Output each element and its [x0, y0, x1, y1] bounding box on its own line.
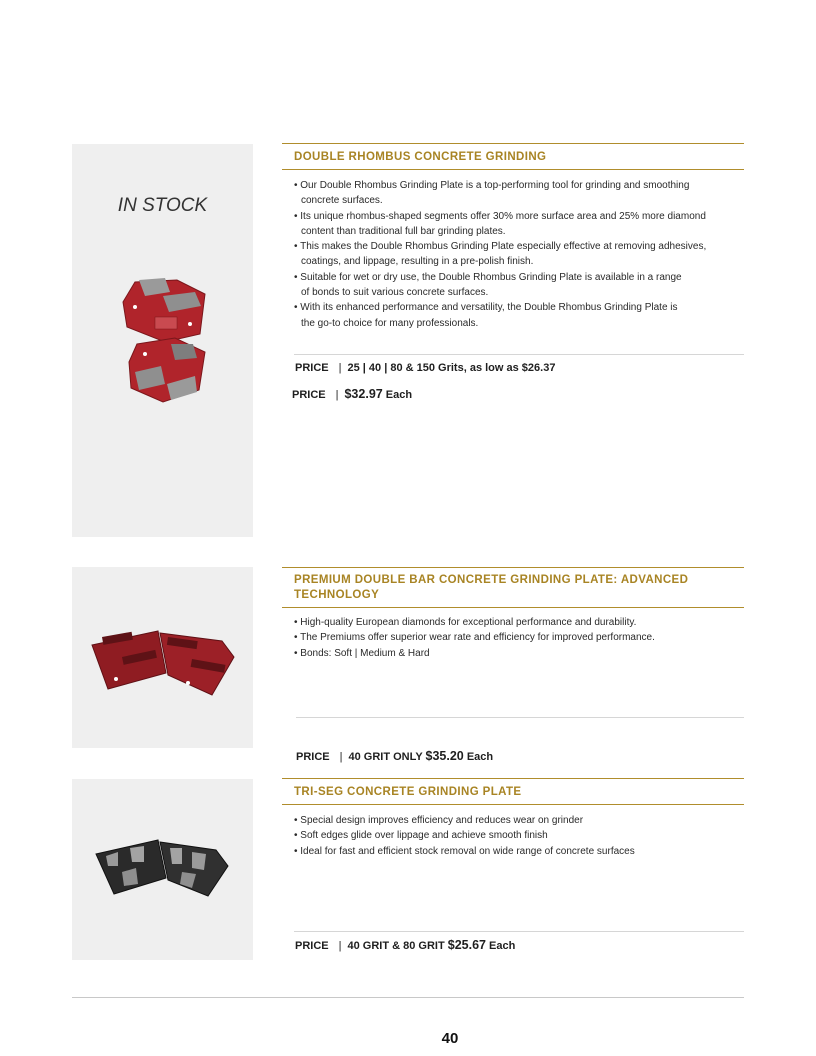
price-separator: | — [335, 389, 339, 401]
price-separator: | — [338, 940, 342, 952]
price-unit: Each — [489, 940, 516, 952]
footer-rule — [72, 997, 744, 998]
page-number: 40 — [441, 1030, 459, 1047]
product-1-price-line-1 — [295, 362, 555, 374]
product-3-description — [294, 813, 749, 859]
product-1-bullet: • Its unique rhombus-shaped segments offer 30% more surface area and 25% more diamond — [294, 210, 706, 222]
product-3-bullet: • Special design improves efficiency and reduces wear on grinder — [294, 815, 584, 826]
product-3-price-rule — [294, 931, 744, 932]
price-grits: 25 | 40 | 80 & 150 Grits, as low as $26.37 — [347, 362, 556, 374]
product-1-bullet: • This makes the Double Rhombus Grinding Plate especially effective at removing adhesives, — [294, 241, 707, 253]
product-1-bullet-cont: concrete surfaces. — [301, 195, 383, 207]
product-3-bullet: • Soft edges glide over lippage and achieve smooth finish — [294, 830, 548, 842]
price-unit: Each — [385, 389, 413, 401]
price-grit: 40 GRIT ONLY — [348, 751, 423, 763]
product-1-description — [294, 178, 749, 331]
product-2-description — [294, 615, 749, 661]
product-3-price-line — [295, 938, 515, 952]
product-2-price-rule — [296, 717, 744, 718]
product-2-title-top-rule — [282, 567, 744, 568]
price-separator: | — [339, 751, 343, 763]
product-2-bullet: • The Premiums offer superior wear rate and efficiency for improved performance. — [294, 632, 655, 644]
product-1-bullet-cont: content than traditional full bar grinding plates. — [301, 225, 506, 237]
product-1-title-top-rule — [282, 143, 744, 144]
price-unit: Each — [466, 751, 494, 763]
product-1-price-rule — [294, 354, 744, 355]
product-1-bullet: • Our Double Rhombus Grinding Plate is a top-performing tool for grinding and smoothing — [294, 180, 690, 191]
tri-seg-plate-image — [92, 836, 232, 898]
product-1-bullet-cont: the go-to choice for many professionals. — [301, 317, 479, 329]
product-1-bullet-cont: of bonds to suit various concrete surfaces. — [301, 287, 489, 299]
product-2-bullet: • High-quality European diamonds for exceptional performance and durability. — [294, 617, 637, 628]
price-label: PRICE — [292, 389, 326, 401]
in-stock-label: IN STOCK — [117, 195, 208, 216]
product-2-title-bottom-rule — [282, 607, 744, 608]
product-2-bullet: • Bonds: Soft | Medium & Hard — [294, 647, 430, 659]
price-grit: 40 GRIT & 80 GRIT — [347, 940, 445, 952]
price-amount: $32.97 — [344, 387, 383, 401]
product-1-title-bottom-rule — [282, 169, 744, 170]
product-1-price-line-2 — [292, 387, 412, 401]
product-1-title: DOUBLE RHOMBUS CONCRETE GRINDING — [294, 151, 547, 163]
price-label: PRICE — [295, 362, 329, 374]
product-2-title-line-1: PREMIUM DOUBLE BAR CONCRETE GRINDING PLATE: ADVANCED — [294, 574, 689, 586]
price-separator: | — [338, 362, 342, 374]
product-2-title — [294, 573, 734, 603]
product-3-title-top-rule — [282, 778, 744, 779]
product-2-title-line-2: TECHNOLOGY — [294, 589, 380, 601]
premium-double-bar-plate-image — [88, 623, 238, 698]
product-1-bullet: • With its enhanced performance and versatility, the Double Rhombus Grinding Plate is — [294, 302, 678, 314]
product-3-title: TRI-SEG CONCRETE GRINDING PLATE — [294, 786, 522, 798]
double-rhombus-plate-image — [115, 272, 215, 407]
price-amount: $35.20 — [425, 749, 464, 763]
product-3-bullet: • Ideal for fast and efficient stock removal on wide range of concrete surfaces — [294, 845, 635, 857]
price-label: PRICE — [296, 751, 330, 763]
price-label: PRICE — [295, 940, 329, 952]
price-amount: $25.67 — [447, 938, 486, 952]
product-1-bullet-cont: coatings, and lippage, resulting in a pre-polish finish. — [301, 256, 534, 268]
product-3-title-bottom-rule — [282, 804, 744, 805]
product-2-price-line — [296, 749, 493, 763]
product-1-bullet: • Suitable for wet or dry use, the Double Rhombus Grinding Plate is available in a range — [294, 271, 682, 283]
